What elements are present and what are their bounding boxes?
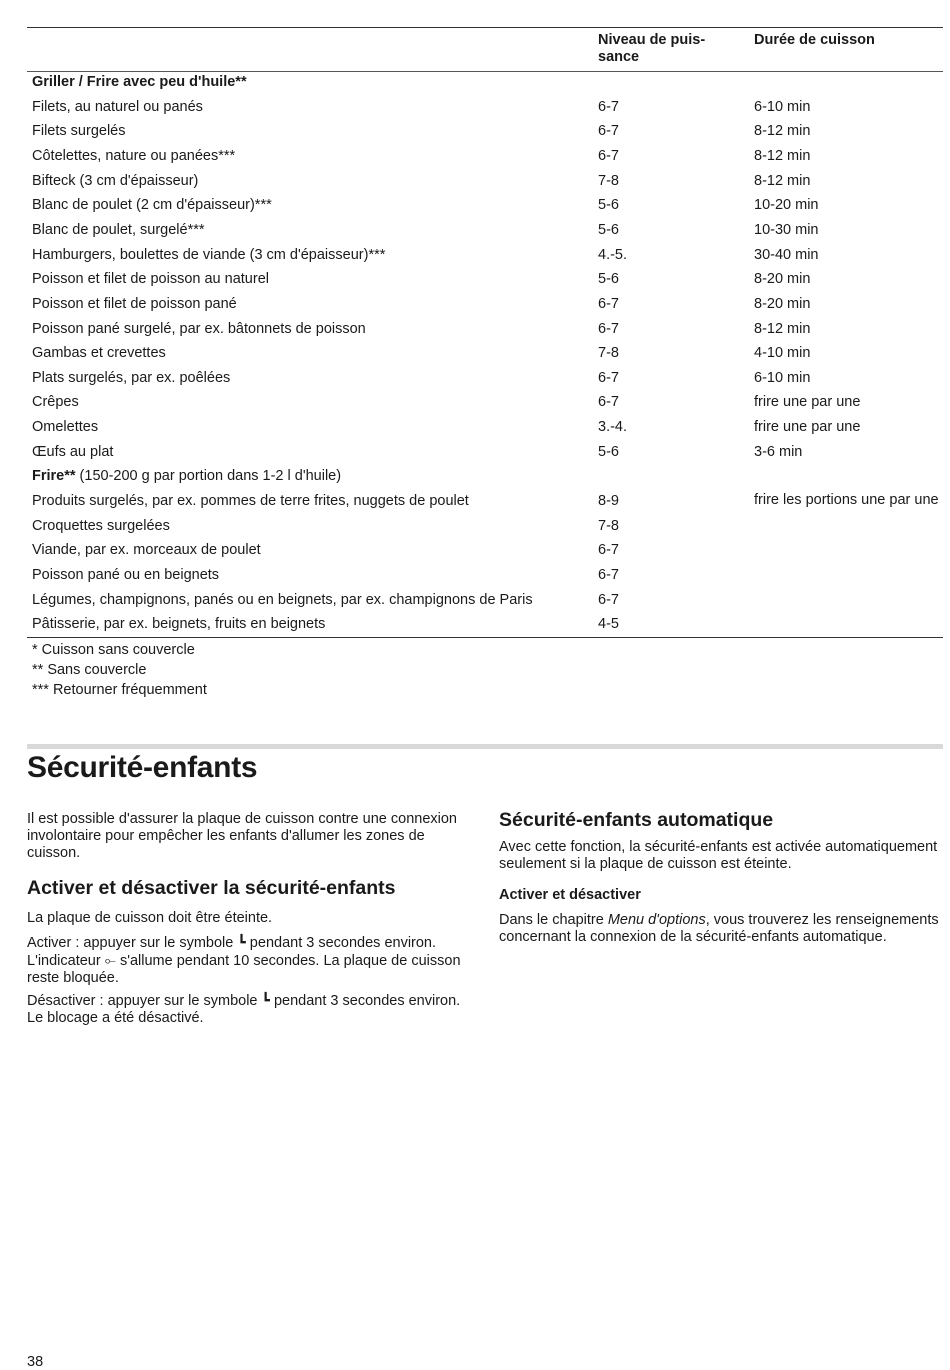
menu-options-reference: Menu d'options — [607, 912, 706, 928]
table-row — [0, 221, 950, 246]
frire-description: (150-200 g par portion dans 1-2 l d'huile) — [75, 468, 342, 485]
activer-text-b: pendant 3 secondes environ. L'indicateur — [27, 935, 437, 969]
dish-cell: Pâtisserie, par ex. beignets, fruits en beignets — [32, 616, 326, 633]
table-row — [0, 517, 950, 542]
section-heading-griller — [0, 73, 950, 98]
chapter-text-b: , vous trouverez les renseignements concernant la connexion de la sécurité-enfants automatique. — [499, 912, 939, 945]
chapter-text-a: Dans le chapitre — [499, 912, 608, 928]
chapter-paragraph — [499, 912, 947, 946]
activer-instructions — [27, 934, 472, 987]
table-row — [0, 196, 950, 221]
dish-cell: Hamburgers, boulettes de viande (3 cm d'épaisseur)*** — [32, 246, 386, 263]
table-row — [0, 98, 950, 123]
auto-heading: Sécurité-enfants automatique — [499, 809, 774, 831]
section-heading-frire — [0, 467, 950, 492]
desactiver-instructions — [27, 992, 472, 1027]
frire-label: Frire** — [32, 468, 76, 485]
duration-cell: frire les portions une par une — [754, 492, 939, 509]
power-cell: 7-8 — [598, 345, 619, 362]
dish-cell: Viande, par ex. morceaux de poulet — [32, 542, 261, 559]
power-cell: 6-7 — [598, 567, 619, 583]
power-cell: 5-6 — [598, 271, 619, 288]
power-cell: 6-7 — [598, 320, 619, 337]
table-bottom-rule — [27, 637, 943, 638]
power-cell: 3.-4. — [598, 419, 628, 436]
dish-cell: Filets surgelés — [32, 123, 126, 140]
duration-cell: 8-12 min — [754, 320, 811, 337]
table-row — [0, 492, 950, 517]
dish-cell: Plats surgelés, par ex. poêlées — [32, 369, 231, 386]
power-cell: 6-7 — [598, 98, 619, 115]
table-row — [0, 270, 950, 295]
duration-cell: frire une par une — [754, 419, 861, 436]
table-row — [0, 320, 950, 345]
section-title-griller: Griller / Frire avec peu d'huile** — [32, 74, 247, 90]
desactiver-text-b: pendant 3 secondes environ. Le blocage a été désactivé. — [27, 993, 461, 1026]
table-row — [0, 344, 950, 369]
table-row — [0, 393, 950, 418]
dish-cell: Produits surgelés, par ex. pommes de terre frites, nuggets de poulet — [32, 493, 469, 510]
power-cell: 5-6 — [598, 221, 619, 238]
key-indicator-icon: ⟜ — [104, 952, 116, 968]
power-cell: 4-5 — [598, 616, 619, 633]
table-row — [0, 369, 950, 394]
plaque-eteinte-text: La plaque de cuisson doit être éteinte. — [27, 910, 273, 926]
page-number: 38 — [27, 1354, 44, 1370]
footnote-1: * Cuisson sans couvercle — [32, 642, 195, 658]
dish-cell: Gambas et crevettes — [32, 345, 166, 362]
power-cell: 7-8 — [598, 172, 619, 189]
table-row — [0, 246, 950, 271]
table-row — [0, 591, 950, 616]
lock-key-icon: ┗ — [261, 992, 270, 1008]
table-top-rule — [27, 27, 943, 28]
dish-cell: Poisson pané surgelé, par ex. bâtonnets de poisson — [32, 320, 366, 337]
footnote-2: ** Sans couvercle — [32, 662, 147, 678]
duration-cell: 6-10 min — [754, 369, 811, 386]
power-cell: 6-7 — [598, 295, 619, 312]
dish-cell: Omelettes — [32, 419, 99, 436]
duration-cell: 8-20 min — [754, 295, 811, 312]
activer-heading: Activer et désactiver la sécurité-enfants — [27, 877, 396, 899]
dish-cell: Poisson et filet de poisson pané — [32, 295, 237, 312]
auto-paragraph: Avec cette fonction, la sécurité-enfants est activée automatiquement seulement si la plaque de cuisson est éteinte. — [499, 839, 938, 872]
dish-cell: Filets, au naturel ou panés — [32, 98, 203, 115]
duration-cell: 8-12 min — [754, 123, 811, 140]
dish-cell: Œufs au plat — [32, 443, 114, 460]
power-cell: 4.-5. — [598, 246, 628, 263]
column-header-power: Niveau de puis- sance — [598, 32, 706, 65]
power-cell: 5-6 — [598, 197, 619, 214]
power-cell: 6-7 — [598, 369, 619, 386]
lock-key-icon: ┗ — [237, 934, 246, 950]
table-row — [0, 147, 950, 172]
power-cell: 8-9 — [598, 493, 619, 510]
power-cell: 6-7 — [598, 542, 619, 559]
table-row — [0, 443, 950, 468]
desactiver-text-a: Désactiver : appuyer sur le symbole — [27, 993, 262, 1009]
intro-paragraph: Il est possible d'assurer la plaque de cuisson contre une connexion involontaire pour empêcher les enfants d'allumer les zones de cuisson. — [27, 811, 457, 861]
header-rule — [27, 71, 943, 72]
footnote-3: *** Retourner fréquemment — [32, 682, 207, 698]
duration-cell: frire une par une — [754, 394, 861, 411]
duration-cell: 8-12 min — [754, 172, 811, 189]
activer-text-c: s'allume pendant 10 secondes. La plaque de cuisson reste bloquée. — [27, 953, 461, 986]
power-cell: 6-7 — [598, 394, 619, 411]
dish-cell: Croquettes surgelées — [32, 517, 170, 534]
dish-cell: Côtelettes, nature ou panées*** — [32, 147, 236, 164]
duration-cell: 10-20 min — [754, 197, 819, 214]
duration-cell: 10-30 min — [754, 221, 819, 238]
table-row — [0, 122, 950, 147]
power-cell: 6-7 — [598, 591, 619, 608]
duration-cell: 30-40 min — [754, 246, 819, 263]
table-row — [0, 541, 950, 566]
dish-cell: Poisson et filet de poisson au naturel — [32, 271, 269, 288]
duration-cell: 6-10 min — [754, 98, 811, 115]
power-cell: 6-7 — [598, 123, 619, 140]
table-row — [0, 295, 950, 320]
table-row — [0, 172, 950, 197]
dish-cell: Crêpes — [32, 394, 79, 411]
table-row — [0, 566, 950, 591]
dish-cell: Blanc de poulet (2 cm d'épaisseur)*** — [32, 197, 272, 214]
dish-cell: Poisson pané ou en beignets — [32, 567, 220, 583]
power-cell: 5-6 — [598, 443, 619, 460]
duration-cell: 8-20 min — [754, 271, 811, 288]
section-divider — [27, 744, 943, 749]
dish-cell: Blanc de poulet, surgelé*** — [32, 221, 205, 238]
column-header-duration: Durée de cuisson — [754, 32, 875, 48]
duration-cell: 8-12 min — [754, 147, 811, 164]
power-cell: 6-7 — [598, 147, 619, 164]
duration-cell: 3-6 min — [754, 443, 803, 460]
section-title-frire — [32, 467, 341, 485]
activer-text-a: Activer : appuyer sur le symbole — [27, 935, 238, 951]
section-title: Sécurité-enfants — [27, 751, 258, 784]
dish-cell: Bifteck (3 cm d'épaisseur) — [32, 172, 199, 189]
table-row — [0, 418, 950, 443]
duration-cell: 4-10 min — [754, 345, 811, 362]
power-cell: 7-8 — [598, 517, 619, 534]
activer-desactiver-subheading: Activer et désactiver — [499, 887, 641, 903]
dish-cell: Légumes, champignons, panés ou en beignets, par ex. champignons de Paris — [32, 591, 533, 608]
